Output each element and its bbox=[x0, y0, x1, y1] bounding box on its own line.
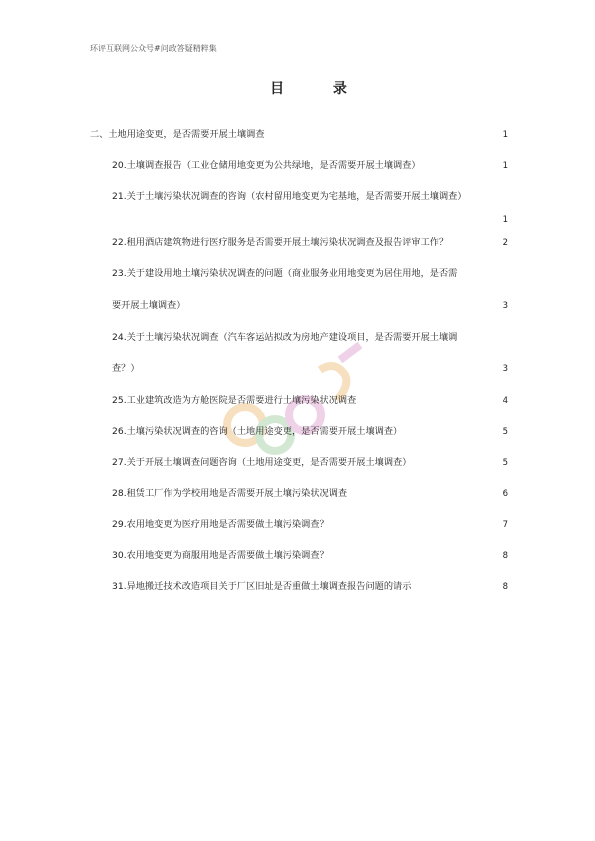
toc-entry-page: 1 bbox=[502, 161, 508, 171]
page-header: 环评互联网公众号#问政答疑精粹集 bbox=[90, 44, 217, 53]
toc-entry-text[interactable]: 查？） bbox=[112, 363, 140, 374]
toc-entry-text[interactable]: 22.租用酒店建筑物进行医疗服务是否需要开展土壤污染状况调查及报告评审工作？ bbox=[112, 237, 449, 248]
toc-entry-page: 5 bbox=[502, 427, 508, 437]
toc-entry-page: 8 bbox=[502, 582, 508, 592]
toc-entry-page: 3 bbox=[502, 364, 508, 374]
toc-entry-page: 1 bbox=[502, 215, 508, 225]
toc-entry-page: 1 bbox=[502, 130, 508, 140]
toc-entry-text[interactable]: 26.土壤污染状况调查的咨询（土地用途变更，是否需要开展土壤调查） bbox=[112, 426, 403, 437]
toc-entry-text[interactable]: 31.异地搬迁技术改造项目关于厂区旧址是否重做土壤调查报告问题的请示 bbox=[112, 581, 412, 592]
toc-entry-page: 5 bbox=[502, 458, 508, 468]
toc-entry-page: 6 bbox=[502, 489, 508, 499]
toc-entry-text[interactable]: 20.土壤调查报告（工业仓储用地变更为公共绿地，是否需要开展土壤调查） bbox=[112, 160, 421, 171]
toc-entry-text[interactable]: 24.关于土壤污染状况调查（汽车客运站拟改为房地产建设项目，是否需要开展土壤调 bbox=[112, 332, 458, 343]
toc-entry-text[interactable]: 27.关于开展土壤调查问题咨询（土地用途变更，是否需要开展土壤调查） bbox=[112, 457, 412, 468]
toc-title: 目 录 bbox=[270, 81, 369, 97]
toc-entry-page: 8 bbox=[502, 551, 508, 561]
toc-entry-text[interactable]: 25.工业建筑改造为方舱医院是否需要进行土壤污染状况调查 bbox=[112, 395, 357, 406]
toc-entry-text[interactable]: 21.关于土壤污染状况调查的咨询（农村留用地变更为宅基地，是否需要开展土壤调查） bbox=[112, 191, 467, 202]
toc-entry-text[interactable]: 要开展土壤调查） bbox=[112, 300, 186, 311]
watermark-letter-2 bbox=[340, 345, 360, 360]
toc-entry-text[interactable]: 29.农用地变更为医疗用地是否需要做土壤污染调查？ bbox=[112, 519, 329, 530]
toc-entry-text[interactable]: 23.关于建设用地土壤污染状况调查的问题（商业服务业用地变更为居住用地，是否需 bbox=[112, 268, 458, 279]
toc-entry-text[interactable]: 二、土地用途变更，是否需要开展土壤调查 bbox=[90, 129, 265, 140]
toc-entry-page: 4 bbox=[502, 396, 508, 406]
toc-entry-page: 2 bbox=[502, 238, 508, 248]
toc-entry-page: 3 bbox=[502, 301, 508, 311]
toc-entry-text[interactable]: 30.农用地变更为商服用地是否需要做土壤污染调查？ bbox=[112, 550, 329, 561]
toc-entry-page: 7 bbox=[502, 520, 508, 530]
toc-entry-text[interactable]: 28.租赁工厂作为学校用地是否需要开展土壤污染状况调查 bbox=[112, 488, 348, 499]
